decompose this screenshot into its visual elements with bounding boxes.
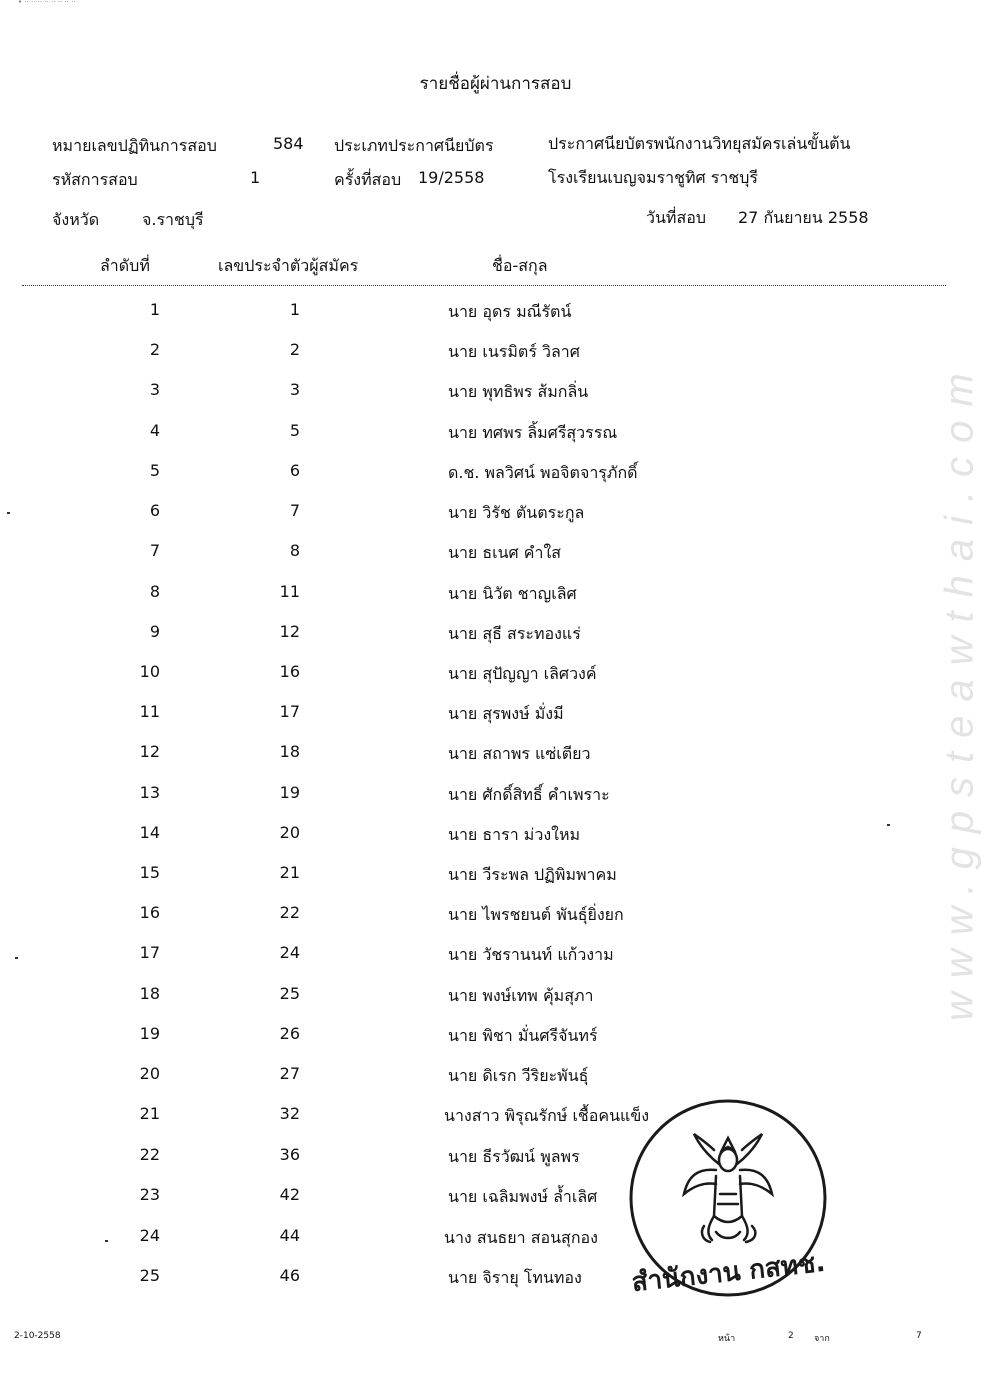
- table-row: [0, 300, 991, 330]
- exam-order-value: 584: [273, 134, 304, 153]
- table-row: [0, 1185, 991, 1215]
- header-divider: [22, 285, 946, 286]
- date-label: วันที่สอบ: [646, 208, 706, 227]
- row-order: 8: [149, 582, 160, 601]
- table-row: [0, 582, 991, 612]
- row-applicant-id: 46: [279, 1266, 300, 1285]
- date-value: 27 กันยายน 2558: [738, 208, 869, 227]
- row-applicant-id: 26: [279, 1024, 300, 1043]
- row-name: นาย ธีรวัฒน์ พูลพร: [448, 1147, 580, 1166]
- row-applicant-id: 3: [289, 380, 300, 399]
- total-pages: 7: [916, 1331, 922, 1341]
- row-applicant-id: 5: [289, 421, 300, 440]
- row-applicant-id: 24: [279, 943, 300, 962]
- row-applicant-id: 6: [289, 461, 300, 480]
- row-applicant-id: 36: [279, 1145, 300, 1164]
- row-applicant-id: 11: [279, 582, 300, 601]
- row-applicant-id: 7: [289, 501, 300, 520]
- row-name: นาย ศักดิ์สิทธิ์ คำเพราะ: [448, 785, 610, 804]
- row-name: นาย พิชา มั่นศรีจันทร์: [448, 1026, 598, 1045]
- row-name: นาง สนธยา สอนสุกอง: [444, 1228, 598, 1247]
- scan-speck: [7, 512, 10, 514]
- cert-type-label: ประเภทประกาศนียบัตร: [334, 136, 494, 155]
- table-row: [0, 1226, 991, 1256]
- row-applicant-id: 27: [279, 1064, 300, 1083]
- row-applicant-id: 21: [279, 863, 300, 882]
- garuda-emblem-icon: [684, 1134, 772, 1242]
- row-applicant-id: 12: [279, 622, 300, 641]
- table-row: [0, 863, 991, 893]
- table-row: [0, 943, 991, 973]
- row-order: 22: [139, 1145, 160, 1164]
- province-value: จ.ราชบุรี: [142, 210, 204, 229]
- row-name: นาย ธารา ม่วงใหม: [448, 825, 581, 844]
- row-name: นาย เนรมิตร์ วิลาศ: [448, 342, 580, 361]
- scan-speck: [15, 957, 18, 959]
- row-order: 17: [139, 943, 160, 962]
- of-label: จาก: [814, 1334, 830, 1344]
- row-order: 23: [139, 1185, 160, 1204]
- row-order: 13: [139, 783, 160, 802]
- row-order: 1: [149, 300, 160, 319]
- row-applicant-id: 42: [279, 1185, 300, 1204]
- row-applicant-id: 8: [289, 541, 300, 560]
- row-order: 19: [139, 1024, 160, 1043]
- row-order: 12: [139, 742, 160, 761]
- table-row: [0, 783, 991, 813]
- table-row: [0, 903, 991, 933]
- watermark-text: www.gpsteawthai.com: [937, 359, 982, 1021]
- row-name: ด.ช. พลวิศน์ พอจิตจารุภักดิ์: [448, 463, 638, 482]
- row-order: 5: [149, 461, 160, 480]
- table-row: [0, 421, 991, 451]
- column-header-name: ชื่อ-สกุล: [492, 256, 548, 275]
- table-row: [0, 1145, 991, 1175]
- row-order: 11: [139, 702, 160, 721]
- row-name: นาย วัชรานนท์ แก้วงาม: [448, 945, 614, 964]
- row-name: นาย ดิเรก วีริยะพันธุ์: [448, 1066, 589, 1085]
- row-order: 6: [149, 501, 160, 520]
- table-row: [0, 1064, 991, 1094]
- venue: โรงเรียนเบญจมราชูทิศ ราชบุรี: [548, 168, 758, 187]
- row-name: นาย สุธี สระทองแร่: [448, 624, 581, 643]
- row-name: นาย สุรพงษ์ มั่งมี: [448, 704, 564, 723]
- row-order: 3: [149, 380, 160, 399]
- scan-speck: [887, 824, 890, 826]
- row-applicant-id: 44: [279, 1226, 300, 1245]
- row-order: 20: [139, 1064, 160, 1083]
- province-label: จังหวัด: [52, 210, 100, 229]
- row-applicant-id: 32: [279, 1104, 300, 1123]
- row-applicant-id: 25: [279, 984, 300, 1003]
- row-applicant-id: 22: [279, 903, 300, 922]
- table-row: [0, 823, 991, 853]
- row-order: 14: [139, 823, 160, 842]
- row-name: นาย ทศพร ลิ้มศรีสุวรรณ: [448, 423, 618, 442]
- cert-type-value: ประกาศนียบัตรพนักงานวิทยุสมัครเล่นขั้นต้น: [548, 134, 851, 153]
- page-number: 2: [788, 1331, 794, 1341]
- row-applicant-id: 20: [279, 823, 300, 842]
- row-name: นางสาว พิรุณรักษ์ เชื้อคนแข็ง: [444, 1106, 650, 1125]
- row-name: นาย เฉลิมพงษ์ ล้ำเลิศ: [448, 1187, 598, 1206]
- print-date: 2-10-2558: [14, 1331, 61, 1341]
- row-name: นาย พงษ์เทพ คุ้มสุภา: [448, 986, 594, 1005]
- table-row: [0, 340, 991, 370]
- table-row: [0, 501, 991, 531]
- row-order: 16: [139, 903, 160, 922]
- table-row: [0, 380, 991, 410]
- column-header-order: ลำดับที่: [100, 256, 150, 275]
- row-name: นาย สถาพร แซ่เตียว: [448, 744, 591, 763]
- row-name: นาย สุปัญญา เลิศวงค์: [448, 664, 597, 683]
- row-name: นาย อุดร มณีรัตน์: [448, 302, 572, 321]
- row-applicant-id: 2: [289, 340, 300, 359]
- table-row: [0, 1024, 991, 1054]
- row-order: 18: [139, 984, 160, 1003]
- row-order: 21: [139, 1104, 160, 1123]
- row-order: 2: [149, 340, 160, 359]
- round-label: ครั้งที่สอบ: [334, 170, 402, 189]
- table-row: [0, 1266, 991, 1296]
- top-scan-marks: • ·· ·· ·· ·· ·· ·· ·· ··: [18, 0, 76, 6]
- row-order: 15: [139, 863, 160, 882]
- table-row: [0, 702, 991, 732]
- page-label: หน้า: [718, 1334, 736, 1344]
- row-applicant-id: 16: [279, 662, 300, 681]
- row-name: นาย ไพรชยนต์ พันธุ์ยิ่งยก: [448, 905, 624, 924]
- seal-agency-text: สำนักงาน กสทช.: [630, 1247, 827, 1298]
- exam-code-label: รหัสการสอบ: [52, 170, 138, 189]
- row-name: นาย พุทธิพร ส้มกลิ่น: [448, 382, 589, 401]
- table-row: [0, 1104, 991, 1134]
- column-header-applicant-id: เลขประจำตัวผู้สมัคร: [218, 256, 359, 275]
- page-title: รายชื่อผู้ผ่านการสอบ: [419, 74, 572, 94]
- nbtc-seal-stamp: [628, 1098, 828, 1298]
- table-row: [0, 984, 991, 1014]
- table-row: [0, 662, 991, 692]
- row-order: 24: [139, 1226, 160, 1245]
- round-value: 19/2558: [418, 168, 485, 187]
- table-row: [0, 461, 991, 491]
- exam-order-label: หมายเลขปฏิทินการสอบ: [52, 136, 217, 155]
- row-order: 25: [139, 1266, 160, 1285]
- row-order: 10: [139, 662, 160, 681]
- table-row: [0, 742, 991, 772]
- row-name: นาย ธเนศ คำใส: [448, 543, 562, 562]
- table-row: [0, 622, 991, 652]
- scan-speck: [105, 1240, 108, 1242]
- table-row: [0, 541, 991, 571]
- row-applicant-id: 1: [289, 300, 300, 319]
- row-applicant-id: 18: [279, 742, 300, 761]
- row-name: นาย จิรายุ โทนทอง: [448, 1268, 582, 1287]
- row-name: นาย วิรัช ตันตระกูล: [448, 503, 585, 522]
- row-order: 9: [149, 622, 160, 641]
- row-order: 7: [149, 541, 160, 560]
- row-applicant-id: 17: [279, 702, 300, 721]
- row-applicant-id: 19: [279, 783, 300, 802]
- row-name: นาย วีระพล ปฏิพิมพาคม: [448, 865, 617, 884]
- row-name: นาย นิวัต ชาญเลิศ: [448, 584, 577, 603]
- row-order: 4: [149, 421, 160, 440]
- exam-code-value: 1: [250, 168, 261, 187]
